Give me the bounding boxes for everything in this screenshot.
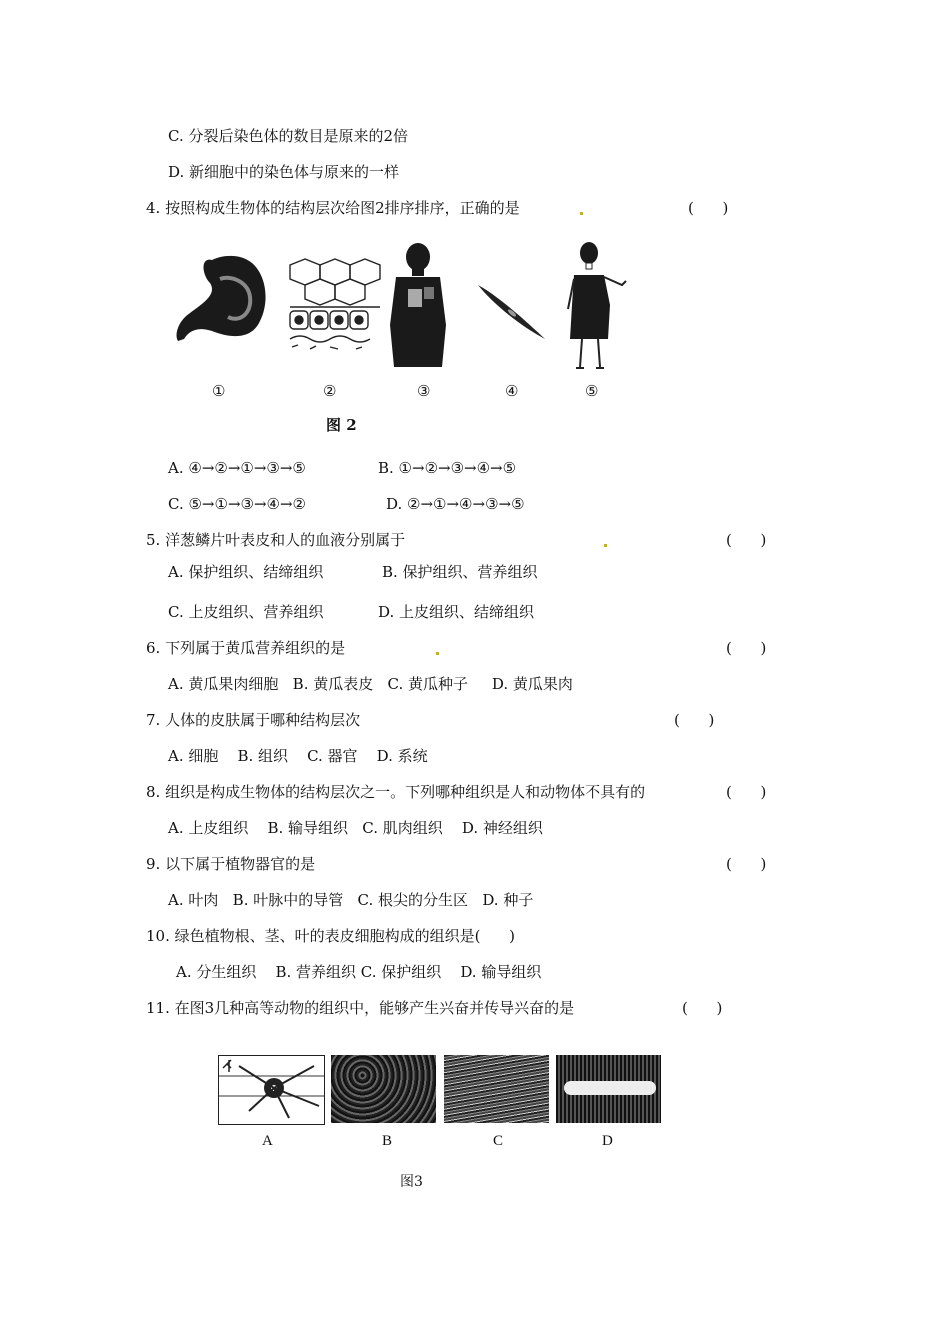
q5-option-c: C. 上皮组织、营养组织 <box>168 603 324 621</box>
figure-3-label-a: A <box>262 1133 273 1149</box>
q8-options: A. 上皮组织 B. 输导组织 C. 肌肉组织 D. 神经组织 <box>168 819 543 837</box>
figure-2-label-4: ④ <box>505 382 519 400</box>
q8-stem: 8. 组织是构成生物体的结构层次之一。下列哪种组织是人和动物体不具有的 <box>146 783 646 801</box>
q4-option-a: A. ④→②→①→③→⑤ <box>168 459 306 477</box>
q5-answer-paren: ( ) <box>726 531 767 549</box>
tissue-image <box>288 257 380 353</box>
q9-options: A. 叶肉 B. 叶脉中的导管 C. 根尖的分生区 D. 种子 <box>168 891 534 909</box>
human-torso-image <box>390 243 446 367</box>
figure-3-label-b: B <box>382 1133 393 1149</box>
q6-options: A. 黄瓜果肉细胞 B. 黄瓜表皮 C. 黄瓜种子 D. 黄瓜果肉 <box>168 675 573 693</box>
q4-option-d: D. ②→①→④→③→⑤ <box>386 495 525 513</box>
figure-2-caption: 图 2 <box>326 416 357 434</box>
figure-2-label-5: ⑤ <box>585 382 599 400</box>
q5-option-d: D. 上皮组织、结缔组织 <box>378 603 535 621</box>
q9-answer-paren: ( ) <box>726 855 767 873</box>
figure-3-label-d: D <box>602 1133 613 1149</box>
figure-2-label-3: ③ <box>417 382 431 400</box>
epithelial-tissue-image <box>331 1055 436 1123</box>
nerve-tissue-image <box>218 1055 325 1125</box>
speck-mark <box>580 212 583 215</box>
figure-2 <box>160 235 640 415</box>
q5-stem: 5. 洋葱鳞片叶表皮和人的血液分别属于 <box>146 531 406 549</box>
q7-answer-paren: ( ) <box>674 711 715 729</box>
muscle-tissue-image <box>444 1055 549 1123</box>
q11-stem: 11. 在图3几种高等动物的组织中，能够产生兴奋并传导兴奋的是 <box>146 999 575 1017</box>
q7-stem: 7. 人体的皮肤属于哪种结构层次 <box>146 711 361 729</box>
speck-mark <box>604 544 607 547</box>
q7-options: A. 细胞 B. 组织 C. 器官 D. 系统 <box>168 747 428 765</box>
speck-mark <box>436 652 439 655</box>
q11-answer-paren: ( ) <box>682 999 723 1017</box>
woman-image <box>568 242 626 368</box>
q3-option-c: C. 分裂后染色体的数目是原来的2倍 <box>168 127 409 145</box>
figure-3-caption: 图3 <box>400 1174 423 1190</box>
q8-answer-paren: ( ) <box>726 783 767 801</box>
connective-tissue-image <box>556 1055 661 1123</box>
figure-3-label-c: C <box>493 1133 504 1149</box>
q6-answer-paren: ( ) <box>726 639 767 657</box>
q5-option-a: A. 保护组织、结缔组织 <box>168 563 324 581</box>
q3-option-d: D. 新细胞中的染色体与原来的一样 <box>168 163 400 181</box>
q6-stem: 6. 下列属于黄瓜营养组织的是 <box>146 639 346 657</box>
figure-2-drawing <box>160 235 640 415</box>
q10-stem: 10. 绿色植物根、茎、叶的表皮细胞构成的组织是( ) <box>146 927 515 945</box>
q4-option-b: B. ①→②→③→④→⑤ <box>378 459 517 477</box>
figure-2-label-1: ① <box>212 382 226 400</box>
q4-stem: 4. 按照构成生物体的结构层次给图2排序排序，正确的是 <box>146 199 520 217</box>
figure-2-label-2: ② <box>323 382 337 400</box>
spindle-cell-image <box>478 285 545 339</box>
q10-options: A. 分生组织 B. 营养组织 C. 保护组织 D. 输导组织 <box>176 963 542 981</box>
q9-stem: 9. 以下属于植物器官的是 <box>146 855 316 873</box>
q4-answer-paren: ( ) <box>688 199 729 217</box>
q5-option-b: B. 保护组织、营养组织 <box>382 563 538 581</box>
q4-option-c: C. ⑤→①→③→④→② <box>168 495 306 513</box>
figure-3 <box>218 1055 658 1135</box>
stomach-image <box>177 256 266 341</box>
